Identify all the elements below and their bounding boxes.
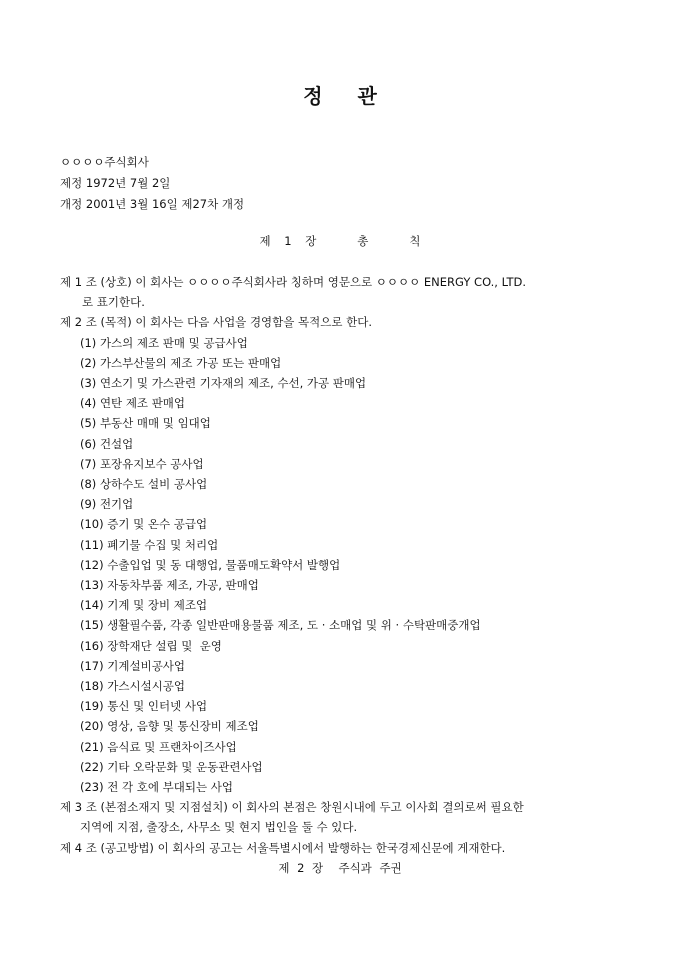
list-item: (3) 연소기 및 가스관련 기자재의 제조, 수선, 가공 판매업 [80,376,367,391]
amended-date: 개정 2001년 3월 16일 제27차 개정 [60,197,245,211]
article-1 [60,272,630,312]
article-1-line-2: 로 표기한다. [82,295,145,310]
list-item: (22) 기타 오락문화 및 운동관련사업 [80,759,263,774]
list-item: (19) 통신 및 인터넷 사업 [80,699,208,714]
list-item: (4) 연탄 제조 판매업 [80,396,186,411]
list-item: (12) 수출입업 및 동 대행업, 물품매도확약서 발행업 [80,557,341,572]
article-2 [60,312,630,797]
list-item: (14) 기계 및 장비 제조업 [80,598,208,613]
list-item: (7) 포장유지보수 공사업 [80,456,204,471]
list-item: (13) 자동차부품 제조, 가공, 판매업 [80,578,259,593]
list-item: (20) 영상, 음향 및 통신장비 제조업 [80,719,259,734]
document-meta [60,152,244,215]
list-item: (16) 장학재단 설립 및 운영 [80,638,222,653]
list-item: (18) 가스시설시공업 [80,679,186,694]
list-item: (9) 전기업 [80,497,134,512]
list-item: (21) 음식료 및 프랜차이즈사업 [80,739,237,754]
list-item: (11) 폐기물 수집 및 처리업 [80,537,219,552]
list-item: (6) 건설업 [80,436,134,451]
list-item: (1) 가스의 제조 판매 및 공급사업 [80,335,248,350]
document-title: 정 관 [303,84,391,108]
list-item: (2) 가스부산물의 제조 가공 또는 판매업 [80,355,282,370]
list-item: (10) 증기 및 온수 공급업 [80,517,208,532]
article-4 [60,838,630,858]
article-2-items [60,333,630,798]
list-item: (8) 상하수도 설비 공사업 [80,477,208,492]
list-item: (23) 전 각 호에 부대되는 사업 [80,780,233,795]
article-3-line-2: 지역에 지점, 출장소, 사무소 및 현지 법인을 둘 수 있다. [80,820,358,835]
list-item: (15) 생활필수품, 각종 일반판매용물품 제조, 도 · 소매업 및 위 · 수탁판매중개업 [80,618,481,633]
list-item: (17) 기계설비공사업 [80,658,186,673]
document-body [60,272,630,878]
article-3 [60,797,630,837]
article-4-line-1: 제 4 조 (공고방법) 이 회사의 공고는 서울특별시에서 발행하는 한국경제신문에 게재한다. [60,840,506,855]
chapter-1-heading: 제 1 장 총 칙 [259,234,421,248]
company-name: ㅇㅇㅇㅇ주식회사 [60,155,149,169]
article-3-line-1: 제 3 조 (본점소재지 및 지점설치) 이 회사의 본점은 창원시내에 두고 이사회 결의로써 필요한 [60,800,524,815]
article-1-line-1: 제 1 조 (상호) 이 회사는 ㅇㅇㅇㅇ주식회사라 칭하며 영문으로 ㅇㅇㅇㅇ ENERGY CO., LTD. [60,275,526,289]
chapter-2-heading: 제 2 장 주식과 주권 [278,860,402,875]
enacted-date: 제정 1972년 7월 2일 [60,176,171,190]
article-2-line-1: 제 2 조 (목적) 이 회사는 다음 사업을 경영함을 목적으로 한다. [60,315,373,330]
list-item: (5) 부동산 매매 및 임대업 [80,416,211,431]
